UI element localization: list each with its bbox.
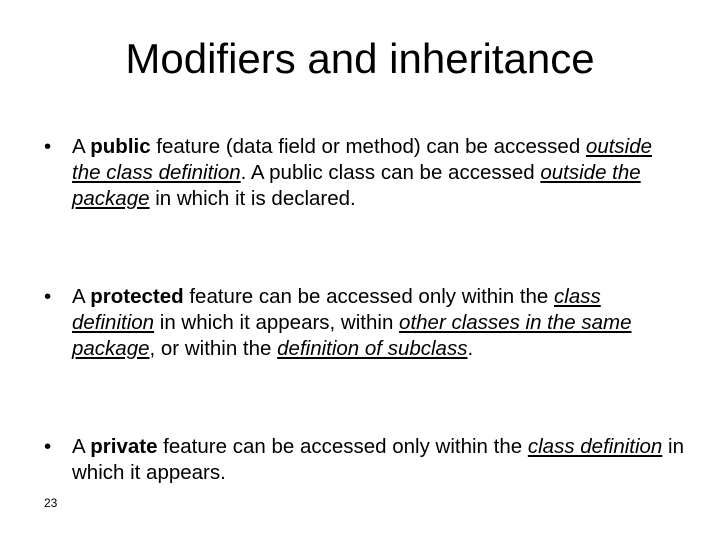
bullet-public bbox=[44, 134, 684, 212]
emphasis-text: class definition bbox=[72, 285, 601, 334]
bullet-list bbox=[44, 134, 684, 486]
slide-title: Modifiers and inheritance bbox=[125, 35, 595, 82]
bullet-text: in which it is declared. bbox=[149, 187, 356, 210]
bullet-text: in which it appears, within bbox=[154, 311, 400, 334]
emphasis-text: other classes in the same package bbox=[72, 311, 632, 360]
bullet-marker: • bbox=[44, 135, 52, 158]
emphasis-text: outside the class definition bbox=[72, 135, 653, 184]
keyword-private: private bbox=[90, 435, 158, 458]
keyword-protected: protected bbox=[90, 285, 184, 308]
bullet-text: feature can be accessed only within the bbox=[183, 285, 555, 308]
bullet-marker: • bbox=[44, 285, 52, 308]
bullet-text: A bbox=[72, 435, 91, 458]
keyword-public: public bbox=[90, 135, 151, 158]
emphasis-text: outside the package bbox=[72, 161, 641, 210]
bullet-text: A bbox=[72, 135, 91, 158]
page-number: 23 bbox=[44, 496, 58, 510]
bullet-text: A bbox=[72, 285, 91, 308]
bullet-marker: • bbox=[44, 435, 52, 458]
bullet-text: feature can be accessed only within the bbox=[157, 435, 528, 458]
emphasis-text: class definition bbox=[527, 435, 663, 458]
bullet-protected bbox=[44, 284, 684, 362]
bullet-text: . bbox=[467, 337, 474, 360]
bullet-text: feature (data field or method) can be accessed bbox=[150, 135, 586, 158]
bullet-text: , or within the bbox=[149, 337, 278, 360]
bullet-private bbox=[44, 434, 684, 486]
bullet-text: . A public class can be accessed bbox=[240, 161, 541, 184]
bullet-text: in which it appears. bbox=[72, 435, 684, 484]
emphasis-text: definition of subclass bbox=[277, 337, 468, 360]
